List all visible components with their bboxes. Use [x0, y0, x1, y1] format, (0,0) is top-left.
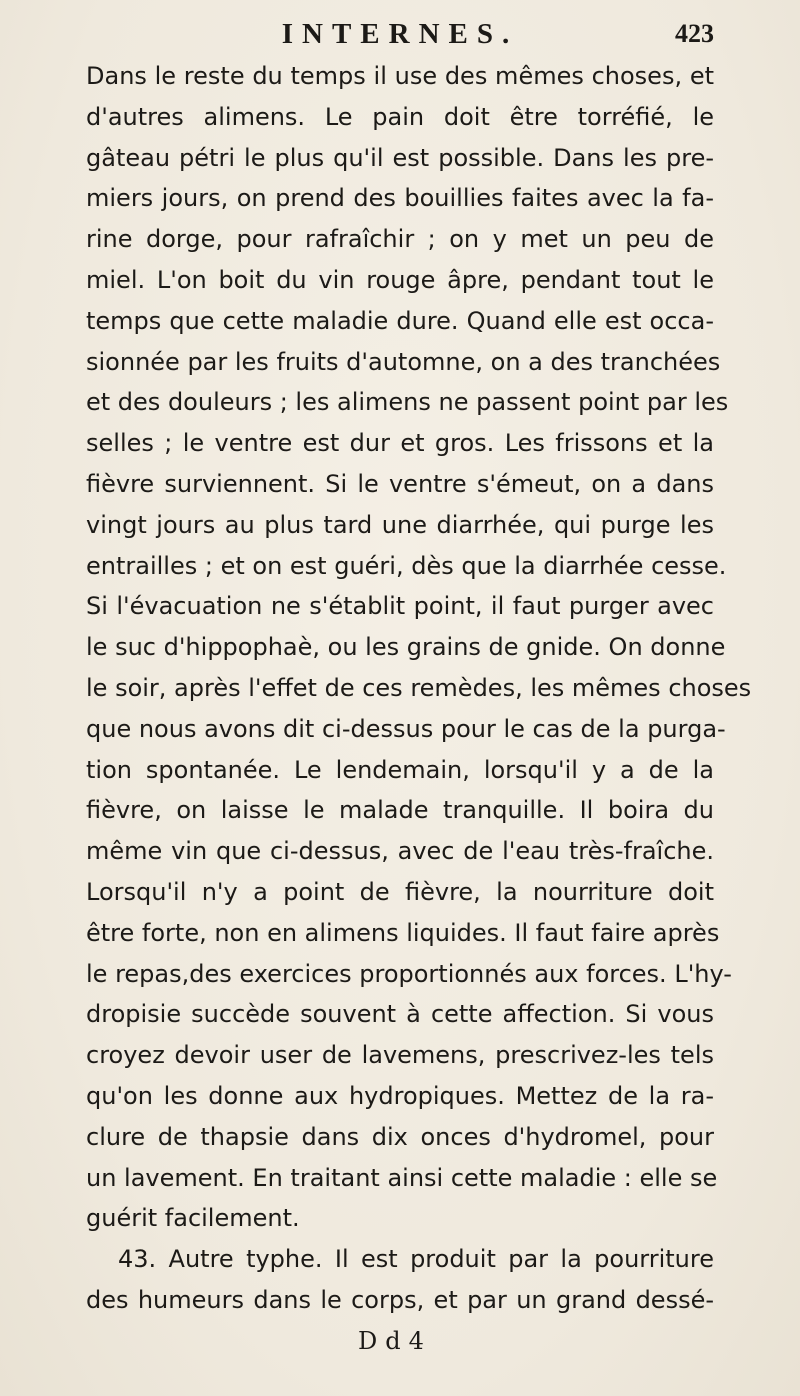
text-line: que nous avons dit ci-dessus pour le cas de la purga- — [86, 714, 726, 743]
signature-mark: Dd4 — [358, 1326, 432, 1355]
text-line: et des douleurs ; les alimens ne passent point par les — [86, 388, 729, 417]
text-line: le suc d'hippophaè, ou les grains de gnide. On donne — [86, 633, 726, 662]
running-head — [86, 14, 714, 54]
body-text — [86, 56, 752, 1362]
text-line: miel. L'on boit du vin rouge âpre, pendant tout le — [86, 265, 714, 294]
text-line-end-of-paragraph: guérit facilement. — [86, 1204, 300, 1233]
text-line: selles ; le ventre est dur et gros. Les frissons et la — [86, 429, 714, 458]
text-line: tion spontanée. Le lendemain, lorsqu'il y a de la — [86, 755, 714, 784]
text-line: clure de thapsie dans dix onces d'hydromel, pour — [86, 1122, 714, 1151]
text-line: dropisie succède souvent à cette affection. Si vous — [86, 1000, 714, 1029]
running-title: INTERNES. — [281, 18, 519, 50]
text-line: sionnée par les fruits d'automne, on a des tranchées — [86, 347, 721, 376]
text-line: miers jours, on prend des bouillies faites avec la fa- — [86, 184, 714, 213]
text-line: un lavement. En traitant ainsi cette maladie : elle se — [86, 1163, 718, 1192]
text-line: d'autres alimens. Le pain doit être torréfié, le — [86, 102, 714, 131]
text-line: le repas,des exercices proportionnés aux forces. L'hy- — [86, 959, 732, 988]
text-line: rine dorge, pour rafraîchir ; on y met un peu de — [86, 225, 714, 254]
paragraph-43-first-line: 43. Autre typhe. Il est produit par la pourriture — [118, 1245, 714, 1274]
text-line: le soir, après l'effet de ces remèdes, les mêmes choses — [86, 673, 752, 702]
paragraph-43-line: des humeurs dans le corps, et par un grand dessé- — [86, 1285, 714, 1314]
text-line: même vin que ci-dessus, avec de l'eau très-fraîche. — [86, 837, 714, 866]
text-line: Si l'évacuation ne s'établit point, il faut purger avec — [86, 592, 714, 621]
text-line: vingt jours au plus tard une diarrhée, qui purge les — [86, 510, 714, 539]
text-line: temps que cette maladie dure. Quand elle est occa- — [86, 306, 714, 335]
text-line: Lorsqu'il n'y a point de fièvre, la nourriture doit — [86, 877, 714, 906]
page-number: 423 — [675, 19, 714, 48]
text-line: entrailles ; et on est guéri, dès que la diarrhée cesse. — [86, 551, 727, 580]
text-line: fièvre surviennent. Si le ventre s'émeut, on a dans — [86, 469, 714, 498]
text-line: être forte, non en alimens liquides. Il faut faire après — [86, 918, 720, 947]
text-line: Dans le reste du temps il use des mêmes choses, et — [86, 62, 714, 90]
text-line: gâteau pétri le plus qu'il est possible. Dans les pre- — [86, 143, 714, 172]
text-line: fièvre, on laisse le malade tranquille. Il boira du — [86, 796, 714, 825]
text-line: croyez devoir user de lavemens, prescrivez-les tels — [86, 1041, 714, 1070]
text-line: qu'on les donne aux hydropiques. Mettez de la ra- — [86, 1081, 714, 1110]
